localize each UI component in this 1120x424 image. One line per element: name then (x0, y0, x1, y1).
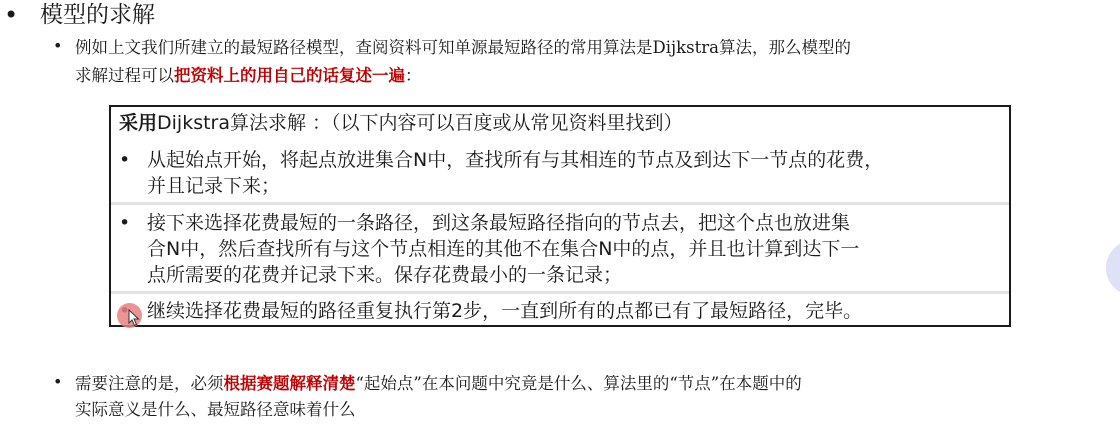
box-item-1-line-2: 并且记录下来； (147, 175, 281, 197)
mouse-pointer-icon (128, 309, 140, 327)
para2-line2: 实际意义是什么、最短路径意味着什么 (75, 400, 356, 419)
box-separator (111, 202, 1009, 205)
box-title-rest: Dijkstra算法求解 ：（以下内容可以百度或从常见资料里找到） (157, 112, 683, 134)
box-item-1-line-1: 从起始点开始，将起点放进集合N中，查找所有与其相连的节点及到达下一节点的花费， (147, 149, 884, 171)
box-item-2-line-3: 点所需要的花费并记录下来。保存花费最小的一条记录； (147, 264, 623, 286)
box-title-bold: 采用 (119, 112, 158, 134)
para2-emphasis: 根据赛题解释清楚 (223, 374, 356, 393)
box-item-2-line-1: 接下来选择花费最短的一条路径，到这条最短路径指向的节点去，把这个点也放进集 (147, 212, 851, 234)
section-heading: 模型的求解 (40, 2, 155, 28)
box-item-bullet: • (119, 212, 131, 234)
box-item-bullet: • (119, 149, 131, 171)
para1-line2-pre: 求解过程可以 (75, 66, 174, 85)
para1-line2 (75, 62, 422, 90)
box-item-3-line-1: 继续选择花费最短的路径重复执行第2步，一直到所有的点都已有了最短路径，完毕。 (147, 300, 863, 322)
para1-bullet: • (53, 36, 63, 55)
box-item-2-line-2: 合N中，然后查找所有与这个节点相连的其他不在集合N中的点，并且也计算到达下一 (147, 238, 860, 260)
para1-line1: 例如上文我们所建立的最短路径模型，查阅资料可知单源最短路径的常用算法是Dijkstra算法，那么模型的 (75, 38, 851, 57)
para1-emphasis: 把资料上的用自己的话复述一遍 (174, 66, 405, 85)
para2-bullet: • (53, 372, 63, 391)
para2-line1-post: “起始点”在本问题中究竟是什么、算法里的“节点”在本题中的 (355, 374, 802, 393)
side-panel-tab[interactable] (1106, 240, 1120, 296)
box-separator (111, 291, 1009, 294)
para1-line2-post: ： (405, 66, 422, 85)
heading-bullet: • (4, 1, 19, 29)
para2-line1-pre: 需要注意的是，必须 (75, 374, 224, 393)
box-title (119, 110, 683, 136)
para2-line1 (75, 370, 802, 398)
